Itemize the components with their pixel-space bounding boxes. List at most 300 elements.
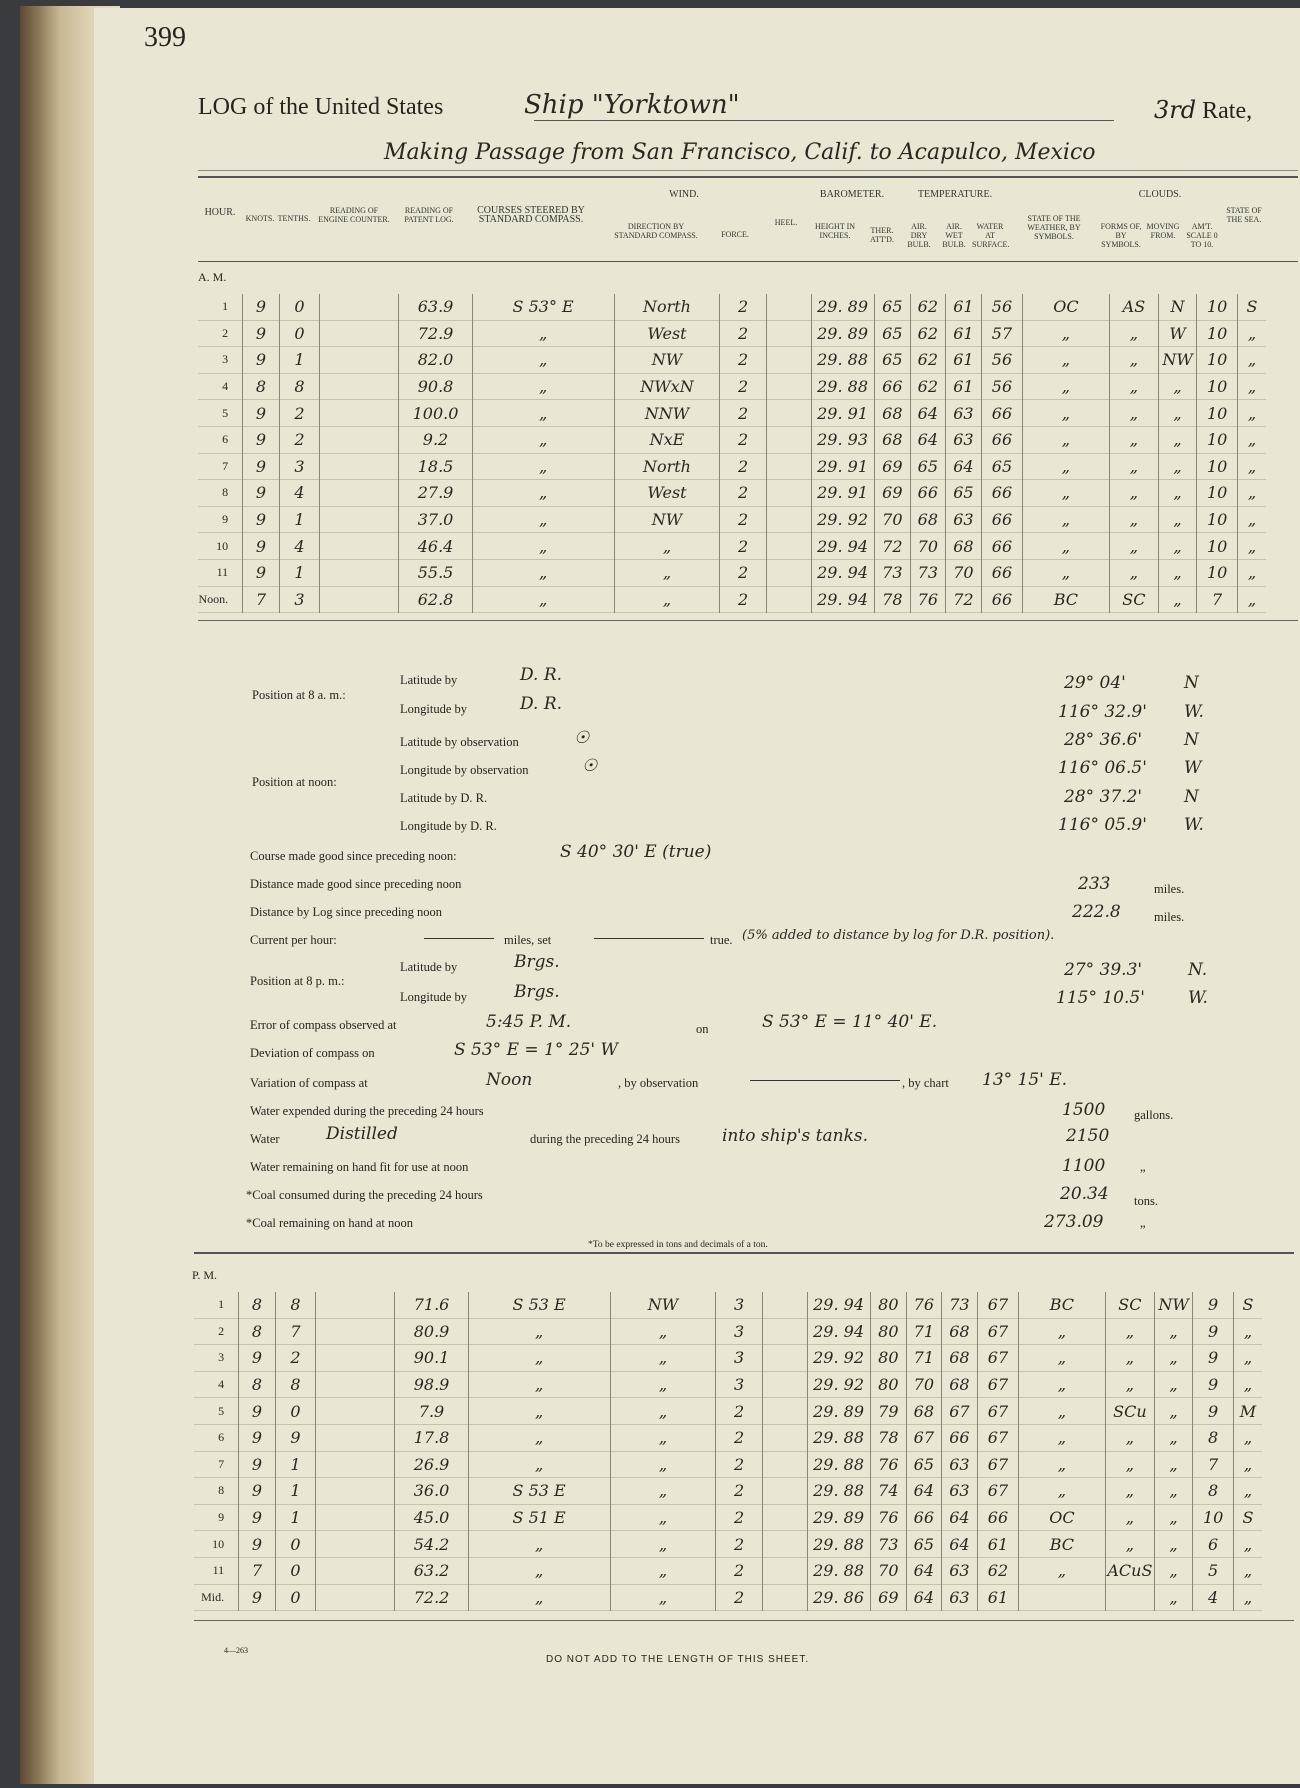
am-cell-amount: 10 bbox=[1197, 559, 1238, 586]
am-cell-water: 57 bbox=[982, 320, 1023, 347]
pm-cell-water: 67 bbox=[978, 1318, 1019, 1345]
am-row bbox=[198, 453, 1266, 480]
pm-cell-wet: 73 bbox=[941, 1292, 978, 1318]
coal-consumed-value: 20.34 bbox=[1060, 1184, 1109, 1204]
pm-cell-tenths: 0 bbox=[275, 1557, 316, 1584]
am-cell-baro: 29. 89 bbox=[811, 294, 874, 320]
pm-cell-heel bbox=[762, 1584, 807, 1611]
pm-cell-hour: 8 bbox=[218, 1483, 225, 1498]
am-table-bottom-rule bbox=[198, 620, 1298, 621]
pm-cell-engine bbox=[316, 1398, 395, 1425]
col-header-hour: HOUR. bbox=[204, 207, 236, 218]
am-cell-amount: 10 bbox=[1197, 373, 1238, 400]
pm-cell-wet: 63 bbox=[941, 1557, 978, 1584]
lon8pm-hemisphere: W. bbox=[1188, 988, 1208, 1008]
pm-cell-heel bbox=[762, 1531, 807, 1558]
am-cell-log: 62.8 bbox=[399, 586, 472, 613]
pm-cell-heel bbox=[762, 1478, 807, 1505]
am-cell-tenths: 4 bbox=[279, 480, 320, 507]
pm-cell-sea: S bbox=[1233, 1504, 1262, 1531]
pm-cell-engine bbox=[316, 1557, 395, 1584]
pm-cell-weather: „ bbox=[1018, 1451, 1105, 1478]
pm-cell-knots: 9 bbox=[239, 1478, 276, 1505]
am-cell-weather: „ bbox=[1022, 320, 1109, 347]
am-cell-wdir: NW bbox=[614, 347, 720, 374]
am-cell-log: 37.0 bbox=[399, 506, 472, 533]
coal-remaining-ditto: „ bbox=[1140, 1216, 1146, 1230]
pm-cell-course: „ bbox=[468, 1531, 610, 1558]
am-row bbox=[198, 480, 1266, 507]
pm-cell-water: 67 bbox=[978, 1398, 1019, 1425]
pm-cell-wdir: „ bbox=[610, 1478, 716, 1505]
pm-cell-log: 36.0 bbox=[395, 1478, 468, 1505]
pm-cell-knots: 8 bbox=[239, 1292, 276, 1318]
col-header-baro-height: HEIGHT IN INCHES. bbox=[814, 222, 856, 240]
am-cell-weather: „ bbox=[1022, 533, 1109, 560]
pm-cell-tenths: 0 bbox=[275, 1531, 316, 1558]
pm-cell-baro: 29. 94 bbox=[807, 1318, 870, 1345]
pm-cell-ther: 69 bbox=[870, 1584, 907, 1611]
lon8pm-value: 115° 10.5' bbox=[1056, 988, 1145, 1008]
pm-cell-tenths: 8 bbox=[275, 1292, 316, 1318]
am-cell-course: „ bbox=[472, 453, 614, 480]
pm-cell-weather: „ bbox=[1018, 1557, 1105, 1584]
pm-cell-heel bbox=[762, 1424, 807, 1451]
pm-cell-knots: 9 bbox=[239, 1531, 276, 1558]
am-cell-knots: 7 bbox=[243, 586, 280, 613]
am-cell-forms: „ bbox=[1110, 533, 1159, 560]
pm-cell-hour: 6 bbox=[218, 1430, 225, 1445]
pm-cell-tenths: 8 bbox=[275, 1371, 316, 1398]
compass-error-time: 5:45 P. M. bbox=[486, 1012, 572, 1032]
am-cell-ther: 69 bbox=[874, 480, 911, 507]
lat-obs-value: 28° 36.6' bbox=[1064, 730, 1143, 750]
water-remaining-label: Water remaining on hand fit for use at noon bbox=[250, 1160, 469, 1174]
pm-cell-engine bbox=[316, 1345, 395, 1372]
pm-table-top-rule bbox=[194, 1252, 1294, 1254]
am-cell-water: 65 bbox=[982, 453, 1023, 480]
pm-cell-force: 3 bbox=[716, 1345, 763, 1372]
pm-cell-knots: 8 bbox=[239, 1318, 276, 1345]
lon-dr-value: 116° 05.9' bbox=[1058, 815, 1147, 835]
am-cell-wdir: West bbox=[614, 320, 720, 347]
pm-cell-force: 2 bbox=[716, 1398, 763, 1425]
pm-cell-weather: „ bbox=[1018, 1318, 1105, 1345]
lon-obs-label: Longitude by observation bbox=[400, 763, 529, 777]
pm-cell-dry: 64 bbox=[907, 1478, 942, 1505]
pm-cell-tenths: 7 bbox=[275, 1318, 316, 1345]
pm-cell-moving: „ bbox=[1154, 1398, 1193, 1425]
pm-cell-engine bbox=[316, 1424, 395, 1451]
pm-cell-force: 2 bbox=[716, 1584, 763, 1611]
am-cell-log: 82.0 bbox=[399, 347, 472, 374]
am-cell-dry: 62 bbox=[911, 347, 946, 374]
am-cell-force: 2 bbox=[720, 533, 767, 560]
pm-cell-dry: 68 bbox=[907, 1398, 942, 1425]
variation-at: Noon bbox=[486, 1070, 533, 1090]
pm-cell-sea: M bbox=[1233, 1398, 1262, 1425]
distance-log-label: Distance by Log since preceding noon bbox=[250, 905, 442, 919]
lon8-label: Longitude by bbox=[400, 702, 468, 716]
pm-cell-course: S 51 E bbox=[468, 1504, 610, 1531]
am-cell-hour: 4 bbox=[222, 379, 229, 394]
coal-consumed-unit: tons. bbox=[1134, 1194, 1158, 1208]
pm-row bbox=[194, 1451, 1262, 1478]
lat8-value: 29° 04' bbox=[1064, 673, 1126, 693]
pm-cell-ther: 80 bbox=[870, 1318, 907, 1345]
pm-cell-heel bbox=[762, 1398, 807, 1425]
log-page bbox=[94, 8, 1300, 1784]
pm-cell-wet: 67 bbox=[941, 1398, 978, 1425]
am-cell-weather: „ bbox=[1022, 373, 1109, 400]
am-cell-log: 46.4 bbox=[399, 533, 472, 560]
pm-cell-log: 80.9 bbox=[395, 1318, 468, 1345]
am-cell-wet: 61 bbox=[945, 373, 982, 400]
pm-cell-weather: „ bbox=[1018, 1424, 1105, 1451]
am-cell-course: „ bbox=[472, 480, 614, 507]
am-cell-moving: „ bbox=[1158, 480, 1197, 507]
pm-cell-sea: „ bbox=[1233, 1557, 1262, 1584]
pm-cell-weather: „ bbox=[1018, 1345, 1105, 1372]
am-cell-amount: 10 bbox=[1197, 533, 1238, 560]
am-cell-sea: „ bbox=[1237, 373, 1266, 400]
am-cell-knots: 9 bbox=[243, 347, 280, 374]
am-cell-course: „ bbox=[472, 559, 614, 586]
pm-cell-forms: „ bbox=[1106, 1451, 1155, 1478]
am-cell-heel bbox=[766, 506, 811, 533]
ship-name: Ship "Yorktown" bbox=[524, 90, 740, 120]
compass-error-value: S 53° E = 11° 40' E. bbox=[762, 1012, 938, 1032]
am-cell-tenths: 4 bbox=[279, 533, 320, 560]
water-expended-unit: gallons. bbox=[1134, 1108, 1174, 1122]
am-cell-dry: 62 bbox=[911, 294, 946, 320]
am-cell-water: 56 bbox=[982, 294, 1023, 320]
am-cell-ther: 65 bbox=[874, 294, 911, 320]
am-cell-force: 2 bbox=[720, 559, 767, 586]
am-cell-sea: „ bbox=[1237, 559, 1266, 586]
am-cell-moving: NW bbox=[1158, 347, 1197, 374]
pm-cell-course: „ bbox=[468, 1557, 610, 1584]
pm-cell-amount: 9 bbox=[1193, 1371, 1234, 1398]
am-cell-wdir: „ bbox=[614, 559, 720, 586]
voyage-description: Making Passage from San Francisco, Calif. to Acapulco, Mexico bbox=[384, 140, 1096, 165]
am-cell-water: 66 bbox=[982, 400, 1023, 427]
rate-suffix: Rate, bbox=[1202, 98, 1253, 124]
am-cell-hour: 10 bbox=[216, 538, 229, 553]
pm-cell-hour: 5 bbox=[218, 1403, 225, 1418]
pm-cell-sea: „ bbox=[1233, 1478, 1262, 1505]
pm-cell-dry: 71 bbox=[907, 1318, 942, 1345]
am-cell-course: „ bbox=[472, 426, 614, 453]
pm-cell-moving: „ bbox=[1154, 1584, 1193, 1611]
pm-cell-forms: „ bbox=[1106, 1345, 1155, 1372]
pm-cell-tenths: 1 bbox=[275, 1451, 316, 1478]
pm-cell-sea: S bbox=[1233, 1292, 1262, 1318]
am-cell-tenths: 2 bbox=[279, 426, 320, 453]
am-cell-log: 90.8 bbox=[399, 373, 472, 400]
pm-cell-amount: 7 bbox=[1193, 1451, 1234, 1478]
col-header-baro-ther: THER. ATT'D. bbox=[870, 226, 894, 244]
am-cell-baro: 29. 88 bbox=[811, 347, 874, 374]
am-cell-engine bbox=[320, 586, 399, 613]
am-cell-tenths: 1 bbox=[279, 559, 320, 586]
am-cell-amount: 10 bbox=[1197, 453, 1238, 480]
pm-cell-sea: „ bbox=[1233, 1371, 1262, 1398]
am-cell-wdir: „ bbox=[614, 586, 720, 613]
am-cell-weather: „ bbox=[1022, 426, 1109, 453]
am-cell-amount: 10 bbox=[1197, 320, 1238, 347]
am-row bbox=[198, 347, 1266, 374]
coal-footnote: *To be expressed in tons and decimals of a ton. bbox=[588, 1240, 768, 1250]
am-cell-forms: „ bbox=[1110, 480, 1159, 507]
am-cell-amount: 7 bbox=[1197, 586, 1238, 613]
am-cell-heel bbox=[766, 373, 811, 400]
pm-cell-wet: 63 bbox=[941, 1478, 978, 1505]
am-row bbox=[198, 586, 1266, 613]
pm-cell-weather: BC bbox=[1018, 1292, 1105, 1318]
am-cell-wet: 70 bbox=[945, 559, 982, 586]
pm-cell-amount: 8 bbox=[1193, 1424, 1234, 1451]
lat8pm-label: Latitude by bbox=[400, 960, 458, 974]
lon8pm-label: Longitude by bbox=[400, 990, 468, 1004]
am-cell-tenths: 2 bbox=[279, 400, 320, 427]
pm-cell-course: „ bbox=[468, 1424, 610, 1451]
am-cell-wet: 61 bbox=[945, 294, 982, 320]
am-cell-water: 66 bbox=[982, 506, 1023, 533]
pm-row bbox=[194, 1584, 1262, 1611]
col-header-barometer: BAROMETER. bbox=[819, 189, 885, 200]
pm-row bbox=[194, 1398, 1262, 1425]
pm-cell-forms: „ bbox=[1106, 1424, 1155, 1451]
pm-cell-weather: BC bbox=[1018, 1531, 1105, 1558]
pm-cell-log: 7.9 bbox=[395, 1398, 468, 1425]
pm-cell-wdir: „ bbox=[610, 1424, 716, 1451]
pm-cell-water: 67 bbox=[978, 1478, 1019, 1505]
am-cell-engine bbox=[320, 373, 399, 400]
am-cell-tenths: 1 bbox=[279, 347, 320, 374]
pm-cell-log: 98.9 bbox=[395, 1371, 468, 1398]
pm-cell-hour: Mid. bbox=[201, 1589, 225, 1604]
am-cell-knots: 9 bbox=[243, 506, 280, 533]
pm-cell-log: 26.9 bbox=[395, 1451, 468, 1478]
pm-cell-hour: 1 bbox=[218, 1297, 225, 1312]
am-cell-moving: „ bbox=[1158, 453, 1197, 480]
am-cell-tenths: 0 bbox=[279, 294, 320, 320]
am-cell-wdir: North bbox=[614, 453, 720, 480]
am-cell-water: 56 bbox=[982, 347, 1023, 374]
am-cell-knots: 9 bbox=[243, 320, 280, 347]
variation-chart-label: , by chart bbox=[902, 1076, 949, 1090]
am-cell-forms: „ bbox=[1110, 453, 1159, 480]
am-cell-ther: 66 bbox=[874, 373, 911, 400]
am-cell-force: 2 bbox=[720, 426, 767, 453]
coal-consumed-label: *Coal consumed during the preceding 24 hours bbox=[246, 1188, 483, 1202]
am-cell-log: 18.5 bbox=[399, 453, 472, 480]
am-cell-hour: 1 bbox=[222, 299, 229, 314]
lat8-hemisphere: N bbox=[1184, 673, 1199, 693]
am-cell-log: 27.9 bbox=[399, 480, 472, 507]
pm-cell-amount: 10 bbox=[1193, 1504, 1234, 1531]
pm-cell-heel bbox=[762, 1451, 807, 1478]
pm-cell-knots: 9 bbox=[239, 1451, 276, 1478]
pm-cell-moving: „ bbox=[1154, 1371, 1193, 1398]
noon-position-label: Position at noon: bbox=[252, 775, 337, 789]
pm-cell-wdir: „ bbox=[610, 1451, 716, 1478]
am-cell-knots: 9 bbox=[243, 400, 280, 427]
am-cell-water: 66 bbox=[982, 533, 1023, 560]
am-cell-course: S 53° E bbox=[472, 294, 614, 320]
pm-cell-ther: 73 bbox=[870, 1531, 907, 1558]
am-cell-wdir: North bbox=[614, 294, 720, 320]
am-cell-ther: 69 bbox=[874, 453, 911, 480]
pm-cell-ther: 80 bbox=[870, 1345, 907, 1372]
am-cell-baro: 29. 94 bbox=[811, 586, 874, 613]
pm-cell-moving: „ bbox=[1154, 1318, 1193, 1345]
pm-cell-log: 63.2 bbox=[395, 1557, 468, 1584]
pm-cell-baro: 29. 86 bbox=[807, 1584, 870, 1611]
pm-cell-log: 45.0 bbox=[395, 1504, 468, 1531]
am-cell-tenths: 1 bbox=[279, 506, 320, 533]
pm-cell-amount: 9 bbox=[1193, 1318, 1234, 1345]
am-cell-water: 66 bbox=[982, 480, 1023, 507]
am-cell-wet: 68 bbox=[945, 533, 982, 560]
pm-cell-log: 72.2 bbox=[395, 1584, 468, 1611]
am-cell-knots: 9 bbox=[243, 533, 280, 560]
pm-cell-wet: 66 bbox=[941, 1424, 978, 1451]
am-cell-dry: 73 bbox=[911, 559, 946, 586]
pm-cell-amount: 8 bbox=[1193, 1478, 1234, 1505]
lat8-method: D. R. bbox=[520, 665, 563, 685]
form-number: 4—263 bbox=[224, 1646, 248, 1655]
am-cell-wet: 63 bbox=[945, 400, 982, 427]
am-cell-baro: 29. 91 bbox=[811, 480, 874, 507]
pm-table-bottom-rule bbox=[194, 1620, 1294, 1621]
am-cell-weather: „ bbox=[1022, 559, 1109, 586]
pm-cell-moving: „ bbox=[1154, 1451, 1193, 1478]
am-cell-engine bbox=[320, 453, 399, 480]
am-cell-engine bbox=[320, 294, 399, 320]
pm-cell-heel bbox=[762, 1504, 807, 1531]
pm-cell-force: 3 bbox=[716, 1292, 763, 1318]
pm-cell-dry: 67 bbox=[907, 1424, 942, 1451]
pm-cell-force: 2 bbox=[716, 1557, 763, 1584]
am-cell-dry: 64 bbox=[911, 400, 946, 427]
am-cell-water: 66 bbox=[982, 559, 1023, 586]
am-cell-tenths: 3 bbox=[279, 586, 320, 613]
pm-cell-dry: 64 bbox=[907, 1557, 942, 1584]
am-cell-wet: 65 bbox=[945, 480, 982, 507]
pm-cell-tenths: 1 bbox=[275, 1478, 316, 1505]
pm-cell-sea: „ bbox=[1233, 1424, 1262, 1451]
am-cell-wdir: NNW bbox=[614, 400, 720, 427]
pm-cell-water: 67 bbox=[978, 1345, 1019, 1372]
pm-cell-force: 3 bbox=[716, 1371, 763, 1398]
am-cell-hour: Noon. bbox=[198, 591, 229, 606]
current-note: (5% added to distance by log for D.R. position). bbox=[742, 928, 1055, 943]
pm-cell-course: „ bbox=[468, 1371, 610, 1398]
am-row bbox=[198, 373, 1266, 400]
am-cell-forms: SC bbox=[1110, 586, 1159, 613]
am-cell-ther: 72 bbox=[874, 533, 911, 560]
col-header-cloud-amount: AM'T. SCALE 0 TO 10. bbox=[1186, 222, 1218, 249]
am-cell-baro: 29. 94 bbox=[811, 533, 874, 560]
pm-cell-forms bbox=[1106, 1584, 1155, 1611]
am-cell-moving: N bbox=[1158, 294, 1197, 320]
am-cell-course: „ bbox=[472, 320, 614, 347]
pm-cell-engine bbox=[316, 1292, 395, 1318]
am-cell-amount: 10 bbox=[1197, 347, 1238, 374]
am-cell-sea: „ bbox=[1237, 506, 1266, 533]
am-cell-tenths: 3 bbox=[279, 453, 320, 480]
am-cell-dry: 64 bbox=[911, 426, 946, 453]
am-cell-hour: 7 bbox=[222, 458, 229, 473]
pm-cell-dry: 76 bbox=[907, 1292, 942, 1318]
pm-cell-wet: 64 bbox=[941, 1531, 978, 1558]
pm-cell-moving: „ bbox=[1154, 1557, 1193, 1584]
pm-cell-log: 17.8 bbox=[395, 1424, 468, 1451]
pm-cell-sea: „ bbox=[1233, 1451, 1262, 1478]
am-cell-moving: „ bbox=[1158, 506, 1197, 533]
pm-cell-heel bbox=[762, 1292, 807, 1318]
pm-cell-tenths: 1 bbox=[275, 1504, 316, 1531]
pm-cell-heel bbox=[762, 1318, 807, 1345]
lat8pm-hemisphere: N. bbox=[1188, 960, 1208, 980]
am-cell-engine bbox=[320, 400, 399, 427]
pm-cell-hour: 7 bbox=[218, 1456, 225, 1471]
pm-row bbox=[194, 1504, 1262, 1531]
col-header-wind-direction: DIRECTION BY STANDARD COMPASS. bbox=[614, 222, 698, 240]
pm-cell-sea: „ bbox=[1233, 1584, 1262, 1611]
pm-cell-force: 2 bbox=[716, 1504, 763, 1531]
header-top-rule bbox=[198, 176, 1298, 178]
col-header-sea: STATE OF THE SEA. bbox=[1226, 206, 1262, 224]
pm-cell-hour: 10 bbox=[212, 1536, 225, 1551]
pm-cell-force: 2 bbox=[716, 1451, 763, 1478]
pm-cell-course: „ bbox=[468, 1451, 610, 1478]
pm-cell-amount: 6 bbox=[1193, 1531, 1234, 1558]
am-cell-force: 2 bbox=[720, 373, 767, 400]
am-cell-forms: „ bbox=[1110, 426, 1159, 453]
pm-cell-dry: 66 bbox=[907, 1504, 942, 1531]
pm-cell-heel bbox=[762, 1345, 807, 1372]
am-cell-dry: 70 bbox=[911, 533, 946, 560]
col-header-heel: HEEL. bbox=[774, 218, 798, 227]
compass-error-label: Error of compass observed at bbox=[250, 1018, 397, 1032]
am-cell-heel bbox=[766, 586, 811, 613]
variation-obs-dash bbox=[750, 1080, 900, 1081]
pm-cell-ther: 78 bbox=[870, 1424, 907, 1451]
pm-cell-force: 2 bbox=[716, 1478, 763, 1505]
pm-cell-forms: „ bbox=[1106, 1318, 1155, 1345]
pm-cell-wdir: NW bbox=[610, 1292, 716, 1318]
lon-dr-label: Longitude by D. R. bbox=[400, 819, 497, 833]
am-cell-engine bbox=[320, 559, 399, 586]
col-header-courses: COURSES STEERED BY STANDARD COMPASS. bbox=[477, 205, 585, 225]
am-cell-heel bbox=[766, 320, 811, 347]
am-cell-log: 9.2 bbox=[399, 426, 472, 453]
pos8am-label: Position at 8 a. m.: bbox=[252, 688, 346, 702]
lat-dr-label: Latitude by D. R. bbox=[400, 791, 488, 805]
pm-cell-forms: „ bbox=[1106, 1531, 1155, 1558]
pm-cell-amount: 9 bbox=[1193, 1292, 1234, 1318]
pm-cell-amount: 5 bbox=[1193, 1557, 1234, 1584]
log-title bbox=[198, 94, 443, 121]
col-header-engine-counter: READING OF ENGINE COUNTER. bbox=[318, 206, 390, 224]
col-header-cloud-moving: MOVING FROM. bbox=[1146, 222, 1180, 240]
am-cell-force: 2 bbox=[720, 506, 767, 533]
am-cell-wet: 63 bbox=[945, 506, 982, 533]
pm-cell-baro: 29. 88 bbox=[807, 1557, 870, 1584]
